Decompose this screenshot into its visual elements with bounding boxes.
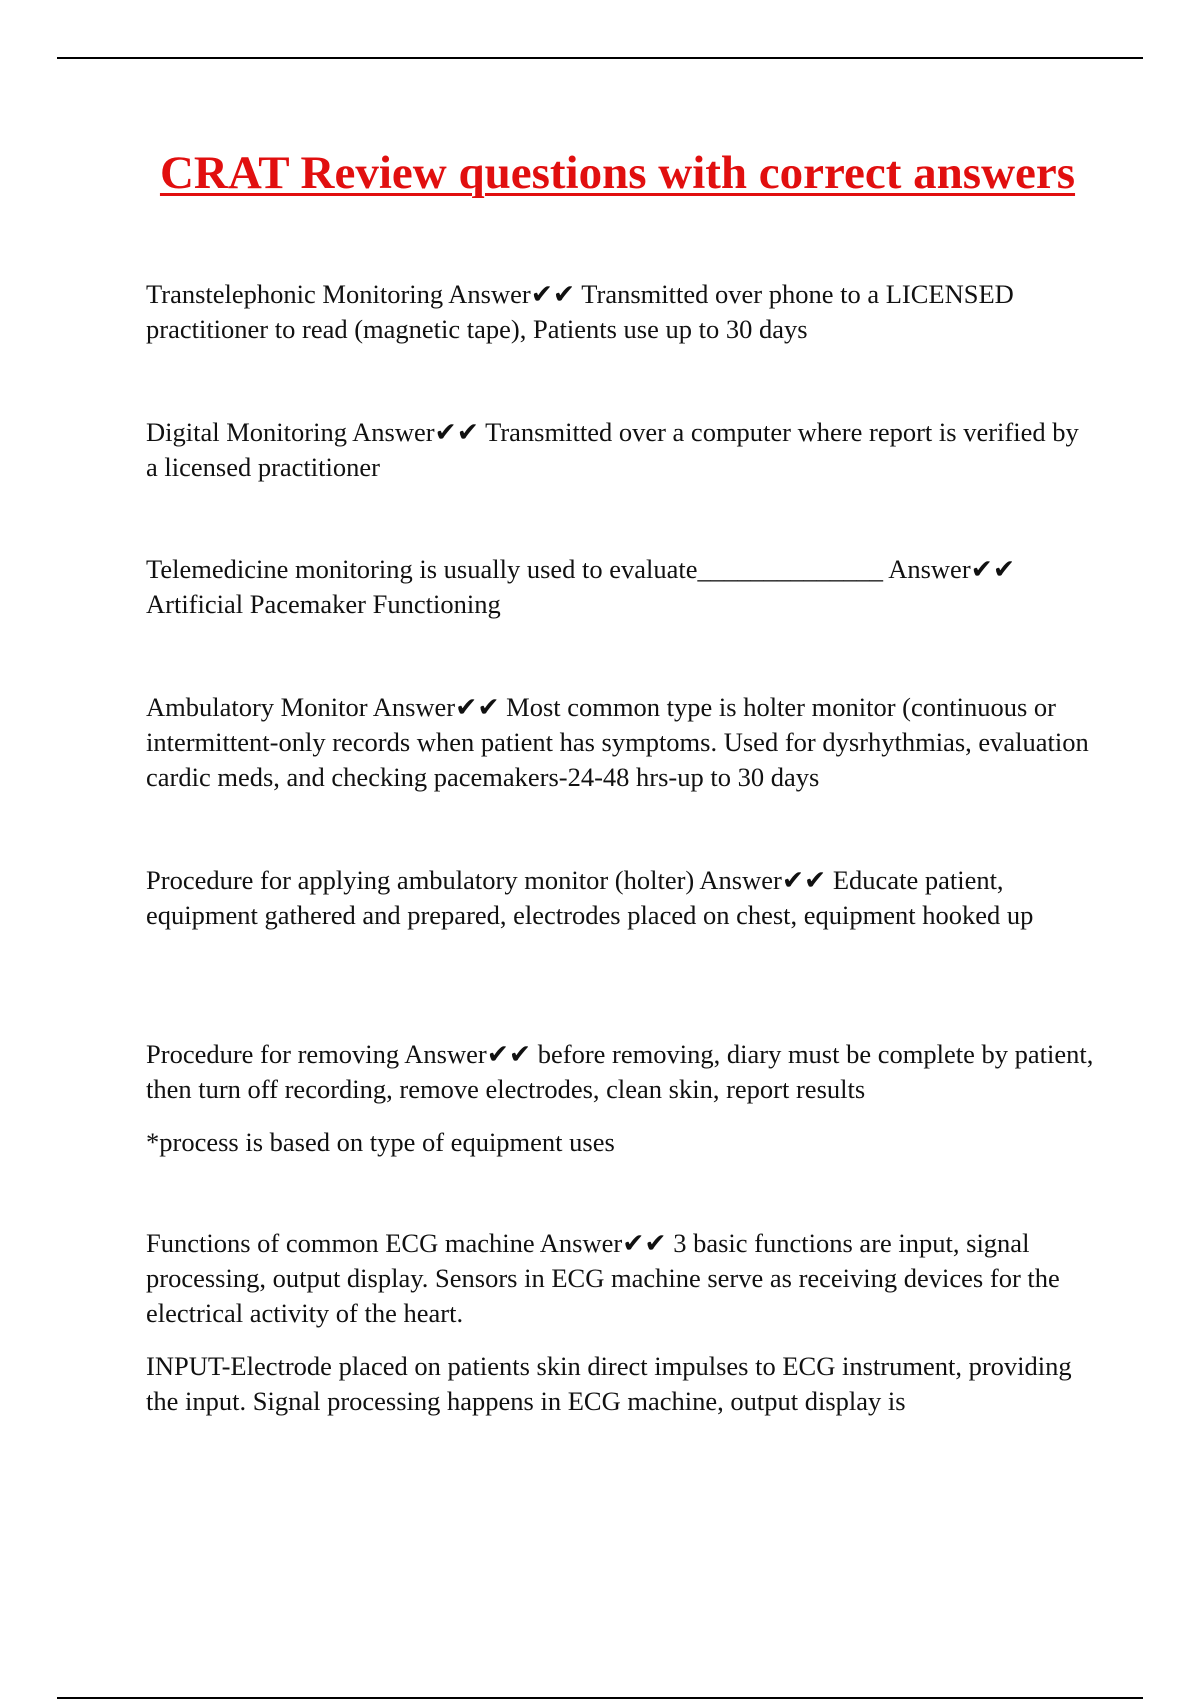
paragraph-process-note: *process is based on type of equipment uses — [146, 1127, 615, 1157]
document-title: CRAT Review questions with correct answers — [159, 147, 1076, 199]
bottom-rule — [57, 1697, 1143, 1699]
paragraph-telemedicine-monitoring: Telemedicine monitoring is usually used to evaluate______________ Answer✔✔ Artificial Pacemaker Functioning — [146, 554, 1016, 619]
paragraph-ecg-input: INPUT-Electrode placed on patients skin direct impulses to ECG instrument, providing the input. Signal processing happens in ECG machine, output display is — [146, 1351, 1072, 1416]
paragraph-applying-monitor-procedure: Procedure for applying ambulatory monitor (holter) Answer✔✔ Educate patient, equipment gathered and prepared, electrodes placed on chest, equipment hooked up — [146, 865, 1034, 930]
paragraph-removing-procedure: Procedure for removing Answer✔✔ before removing, diary must be complete by patient, then turn off recording, remove electrodes, clean skin, report results — [146, 1039, 1094, 1104]
paragraph-ambulatory-monitor: Ambulatory Monitor Answer✔✔ Most common type is holter monitor (continuous or intermittent-only records when patient has symptoms. Used for dysrhythmias, evaluation cardic meds, and checking pacemakers-24-48 hrs-up to 30 days — [146, 692, 1089, 792]
paragraph-ecg-functions: Functions of common ECG machine Answer✔✔ 3 basic functions are input, signal processing, output display. Sensors in ECG machine serve as receiving devices for the electrical activity of the heart. — [146, 1228, 1060, 1328]
paragraph-transtelephonic-monitoring: Transtelephonic Monitoring Answer✔✔ Transmitted over phone to a LICENSED practitioner to read (magnetic tape), Patients use up to 30 days — [146, 279, 1014, 344]
paragraph-digital-monitoring: Digital Monitoring Answer✔✔ Transmitted over a computer where report is verified by a licensed practitioner — [146, 417, 1079, 482]
top-rule — [57, 57, 1143, 59]
